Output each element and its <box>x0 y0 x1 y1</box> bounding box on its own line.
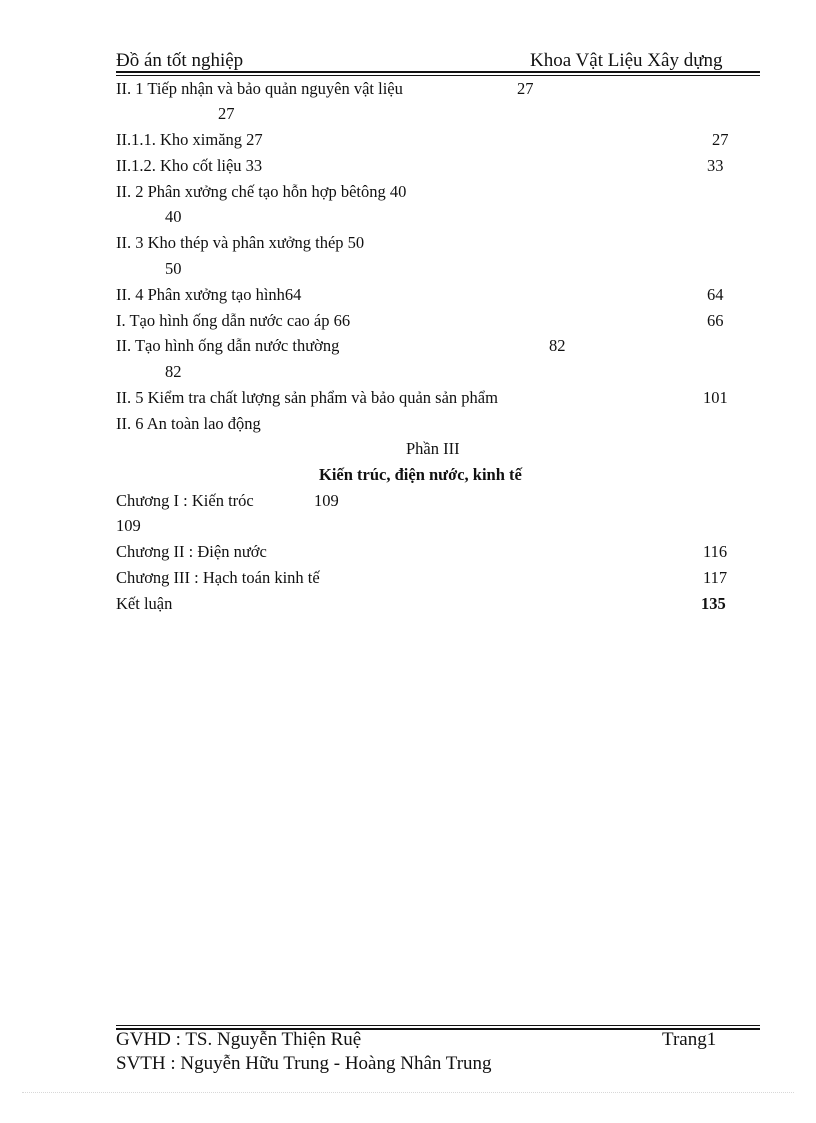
header-title-right: Khoa Vật Liệu Xây dựng <box>530 50 723 71</box>
toc-entry-page: 50 <box>165 259 182 278</box>
toc-entry-page: 27 <box>218 104 235 123</box>
header-title-left: Đồ án tốt nghiệp <box>116 50 244 71</box>
toc-entry-page: 116 <box>703 542 728 561</box>
toc-entry-label: Chương I : Kiến tróc <box>116 491 254 510</box>
footer-advisor: GVHD : TS. Nguyễn Thiện Ruệ <box>116 1029 362 1050</box>
toc-entry-label: II. 5 Kiểm tra chất lượng sản phẩm và bảo quản sản phẩm <box>116 388 498 407</box>
toc-entry-label: II.1.2. Kho cốt liệu 33 <box>116 156 263 175</box>
page-edge <box>22 1092 794 1093</box>
toc-entry-page: 64 <box>707 285 724 304</box>
toc-entry-page: 109 <box>116 516 141 535</box>
toc-entry-page: 27 <box>517 79 534 98</box>
toc-entry-label: II. 3 Kho thép và phân xưởng thép 50 <box>116 233 365 252</box>
toc-entry-page: 117 <box>703 568 728 587</box>
footer-page-number: Trang1 <box>662 1029 717 1050</box>
toc-entry-label: II. 6 An toàn lao động <box>116 414 261 433</box>
toc-entry-page: 82 <box>549 336 566 355</box>
toc-entry-page: 66 <box>707 311 724 330</box>
toc-entry-label: II. 1 Tiếp nhận và bảo quản nguyên vật liệu <box>116 79 403 98</box>
footer-students: SVTH : Nguyễn Hữu Trung - Hoàng Nhân Trung <box>116 1053 492 1074</box>
toc-entry-label: Chương III : Hạch toán kinh tế <box>116 568 320 587</box>
toc-entry-label: II. 4 Phân xưởng tạo hình64 <box>116 285 302 304</box>
toc-entry-page: 27 <box>712 130 729 149</box>
toc-entry-page: 82 <box>165 362 182 381</box>
part-title: Kiến trúc, điện nước, kinh tế <box>319 465 522 484</box>
toc-entry-page: 109 <box>314 491 339 510</box>
toc-entry-page: 101 <box>703 388 728 407</box>
toc-entry-page: 33 <box>707 156 724 175</box>
toc-entry-label: Kết luận <box>116 594 173 613</box>
footer-rule-thin <box>116 1025 760 1026</box>
toc-entry-label: Chương II : Điện nước <box>116 542 267 561</box>
toc-entry-page: 40 <box>165 207 182 226</box>
toc-entry-label: II. 2 Phân xưởng chế tạo hỗn hợp bêtông 40 <box>116 182 407 201</box>
toc-entry-label: I. Tạo hình ống dẫn nước cao áp 66 <box>116 311 351 330</box>
toc-entry-label: II.1.1. Kho ximăng 27 <box>116 130 263 149</box>
toc-entry-page: 135 <box>701 594 726 613</box>
toc-entry-label: II. Tạo hình ống dẫn nước thường <box>116 336 340 355</box>
header-rule <box>116 71 760 73</box>
part-heading: Phần III <box>406 439 460 458</box>
header-rule-thin <box>116 75 760 76</box>
